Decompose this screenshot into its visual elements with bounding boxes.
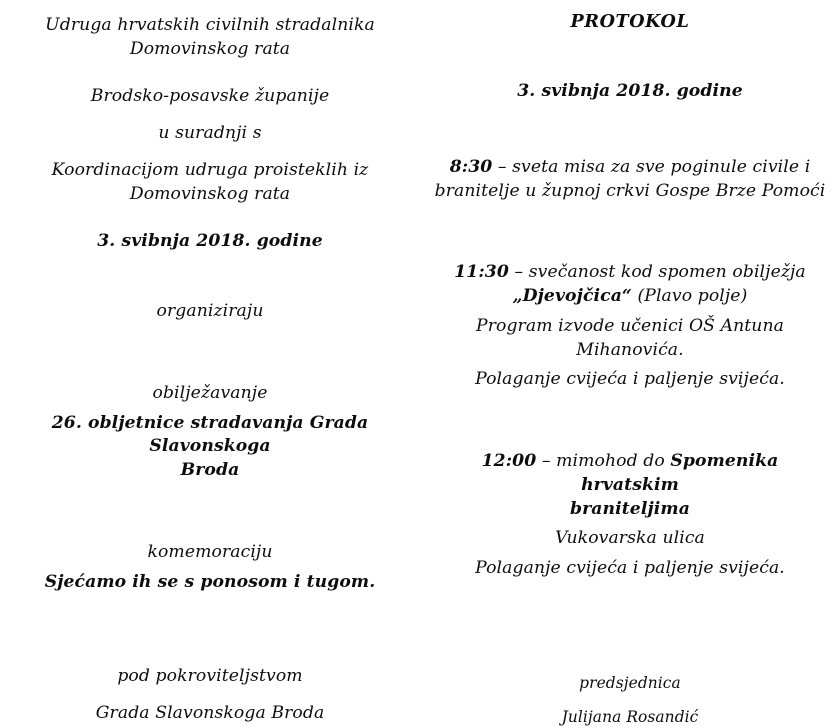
event-heading-line-2: braniteljima [570,498,690,519]
spacer [434,639,826,673]
signature-role: predsjednica [579,673,681,692]
anniversary-line-1: 26. obljetnice stradavanja Grada Slavonskoga [51,412,375,457]
patron-name: Grada Slavonskoga Broda [95,703,325,724]
organizer-name-line-1: Udruga hrvatskih civilnih stradalnika [45,15,375,35]
spacer [434,34,826,80]
spacer [22,483,398,541]
event-description: svečanost kod spomen obilježja [528,262,806,283]
spacer [22,324,398,382]
spacer [434,694,826,707]
spacer [434,104,826,150]
organizer-name-line-2: Domovinskog rata [129,38,291,59]
cooperation-line: u suradnji s [158,123,262,144]
event-dash: – [492,157,513,177]
organize-verb: organiziraju [156,301,264,322]
anniversary-line-2: Broda [180,460,240,481]
spacer [22,652,398,665]
event-heading-line-1 [434,156,826,180]
event-heading-line-2: branitelje u župnoj crkvi Gospe Brze Pomoći [434,180,826,201]
event-heading-line-1 [434,450,826,497]
spacer [434,392,826,450]
protocol-title: PROTOKOL [570,11,690,32]
partner-line-1: Koordinacijom udruga proisteklih iz [51,159,369,180]
left-column [0,0,420,726]
event-item [434,261,826,392]
event-time: 11:30 [454,262,509,283]
spacer [22,109,398,122]
event-detail: Program izvode učenici OŠ Antuna [476,315,784,336]
motto-line: Sjećamo ih se s ponosom i tugom. [44,571,376,592]
spacer [22,689,398,702]
commemoration-label: komemoraciju [147,541,273,562]
event-time: 12:00 [481,451,537,472]
right-column [420,0,840,728]
spacer [22,254,398,300]
partner-line-2: Domovinskog rata [129,183,291,204]
spacer [22,206,398,230]
spacer [22,594,398,652]
county-line: Brodsko-posavske županije [90,86,330,107]
event-item [434,156,826,203]
event-detail: Polaganje cvijeća i paljenje svijeća. [475,369,785,390]
event-detail: Mihanovića. [576,339,684,360]
event-description-prefix: mimohod do [556,451,671,472]
spacer [22,146,398,159]
protocol-date: 3. svibnja 2018. godine [517,81,743,102]
event-monument-name: Spomenika hrvatskim [581,451,785,495]
event-time: 8:30 [449,157,493,177]
spacer [22,61,398,85]
left-date: 3. svibnja 2018. godine [97,231,323,252]
patronage-label: pod pokroviteljstvom [117,666,303,687]
spacer [434,203,826,261]
event-dash: – [536,451,557,472]
event-heading-line-2 [434,285,826,309]
event-item [434,450,826,581]
event-detail: Vukovarska ulica [555,528,705,549]
marking-label: obilježavanje [152,382,268,403]
event-location-note: (Plavo polje) [631,286,748,307]
signature-name: Julijana Rosandić [561,708,699,727]
event-monument-name: „Djevojčica“ [512,286,632,307]
event-dash: – [508,262,529,283]
spacer [434,581,826,639]
event-detail: Polaganje cvijeća i paljenje svijeća. [475,558,785,579]
event-heading-line-1 [434,261,826,285]
event-description: sveta misa za sve poginule civile i [512,157,811,177]
